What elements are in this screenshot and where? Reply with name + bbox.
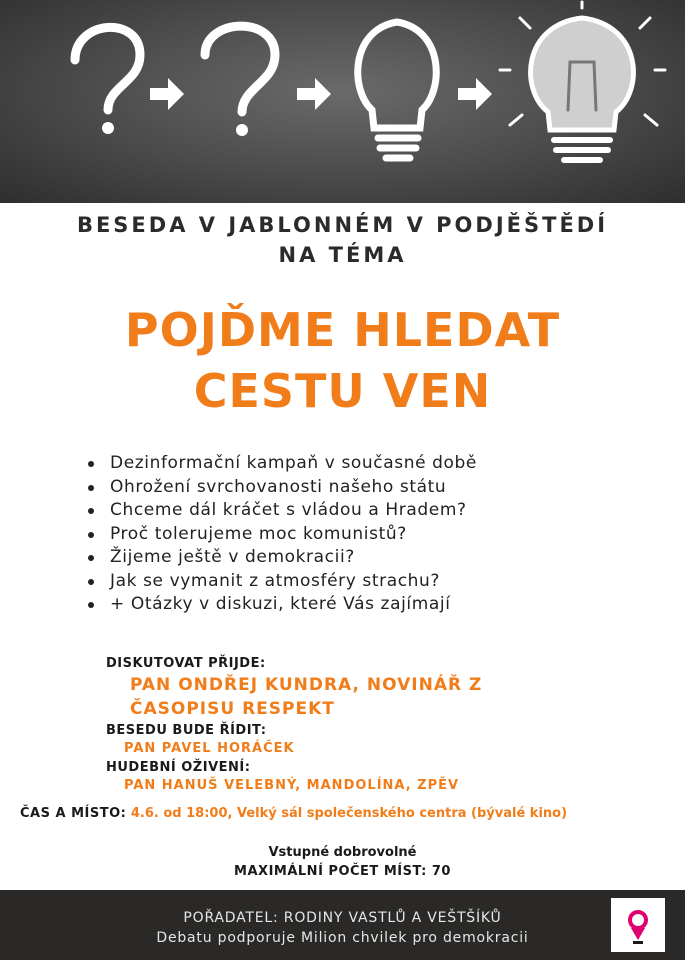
footer bbox=[0, 890, 685, 960]
banner-illustration bbox=[0, 0, 685, 203]
music-label: HUDEBNÍ OŽIVENÍ: bbox=[106, 760, 251, 775]
bullet-icon bbox=[88, 555, 94, 561]
moderator-label: BESEDU BUDE ŘÍDIT: bbox=[106, 723, 267, 738]
topics-list bbox=[88, 452, 477, 617]
topic-item: Dezinformační kampaň v současné době bbox=[88, 452, 477, 476]
organizer: POŘADATEL: RODINY VASTLŮ A VEŠTŠÍKŮ bbox=[183, 910, 502, 926]
topic-item: Ohrožení svrchovanosti našeho státu bbox=[88, 476, 477, 500]
dot-1 bbox=[102, 122, 114, 134]
moderator-name: PAN PAVEL HORÁČEK bbox=[124, 741, 295, 756]
capacity: MAXIMÁLNÍ POČET MÍST: 70 bbox=[234, 864, 451, 879]
bullet-icon bbox=[88, 485, 94, 491]
topic-item: + Otázky v diskuzi, které Vás zajímají bbox=[88, 593, 477, 617]
speaker-name-line2: ČASOPISU RESPEKT bbox=[130, 699, 335, 719]
bullet-icon bbox=[88, 532, 94, 538]
music-name: PAN HANUŠ VELEBNÝ, MANDOLÍNA, ZPĚV bbox=[124, 778, 460, 793]
event-heading-line1: BESEDA V JABLONNÉM V PODJĚŠTĚDÍ bbox=[76, 213, 609, 237]
topic-item: Jak se vymanit z atmosféry strachu? bbox=[88, 570, 477, 594]
question-to-lightbulb-icon bbox=[0, 0, 685, 203]
time-place-label: ČAS A MÍSTO: bbox=[20, 806, 127, 821]
speaker-name-line1: PAN ONDŘEJ KUNDRA, NOVINÁŘ Z bbox=[130, 675, 483, 695]
event-title-line1: POJĎME HLEDAT bbox=[124, 303, 561, 357]
support-note: Debatu podporuje Milion chvilek pro demokracii bbox=[156, 930, 529, 946]
topic-item: Proč tolerujeme moc komunistů? bbox=[88, 523, 477, 547]
bullet-icon bbox=[88, 579, 94, 585]
event-heading-line2: NA TÉMA bbox=[278, 243, 407, 267]
bullet-icon bbox=[88, 602, 94, 608]
event-title-line2: CESTU VEN bbox=[193, 364, 492, 418]
dot-2 bbox=[236, 124, 248, 136]
bullet-icon bbox=[88, 508, 94, 514]
topic-item: Žijeme ještě v demokracii? bbox=[88, 546, 477, 570]
milion-chvilek-logo-icon bbox=[611, 898, 665, 952]
speaker-label: DISKUTOVAT PŘIJDE: bbox=[106, 656, 266, 671]
entry-fee: Vstupné dobrovolné bbox=[268, 845, 417, 860]
time-place-value: 4.6. od 18:00, Velký sál společenského centra (bývalé kino) bbox=[130, 806, 568, 821]
bullet-icon bbox=[88, 461, 94, 467]
topic-item: Chceme dál kráčet s vládou a Hradem? bbox=[88, 499, 477, 523]
time-place bbox=[20, 806, 567, 821]
